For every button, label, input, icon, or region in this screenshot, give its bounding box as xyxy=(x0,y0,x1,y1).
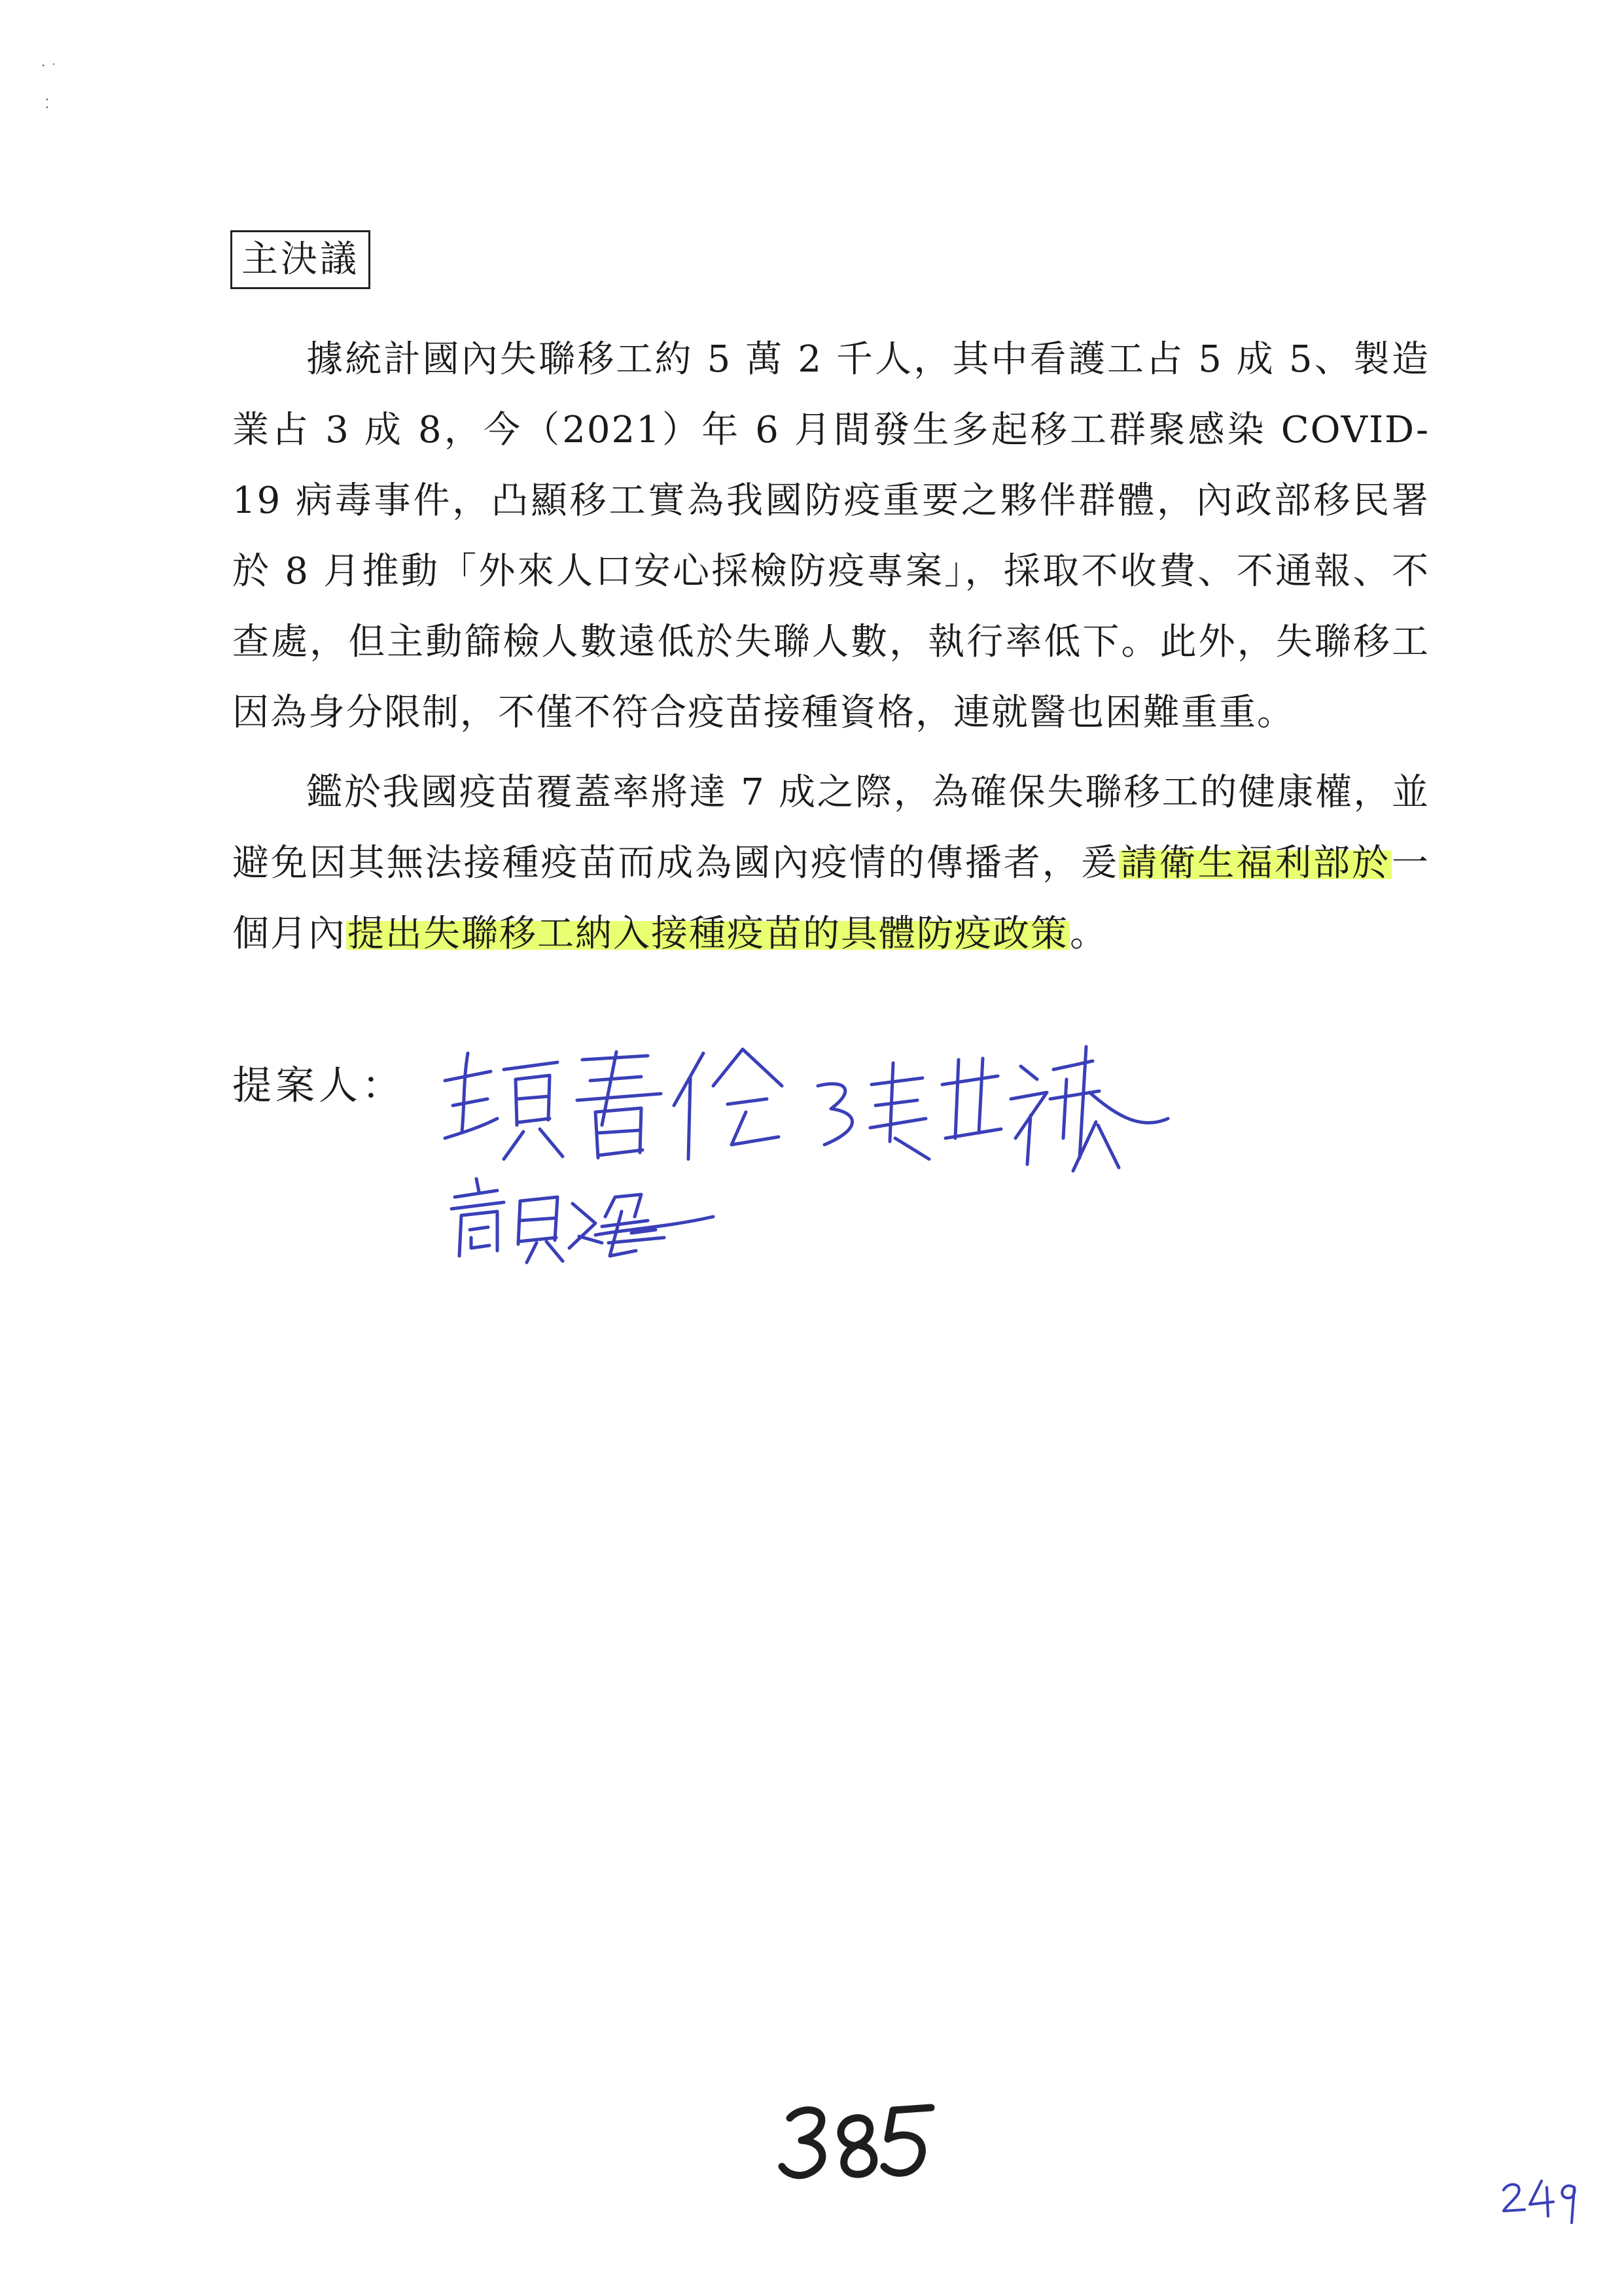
paragraph-statistics xyxy=(232,324,1430,748)
handwritten-corner-number xyxy=(1498,2159,1583,2224)
proposer-label: 提案人： xyxy=(232,1063,405,1109)
paragraph-resolution-text: 鑑於我國疫苗覆蓋率將達 7 成之際，為確保失聯移工的健康權，並避免因其無法接種疫苗而成為國內疫情的傳播者，爰 xyxy=(232,771,1430,884)
paragraph-resolution-text: 。 xyxy=(1070,913,1108,955)
paragraph-resolution-text: 一個月內 xyxy=(232,842,1430,955)
highlighted-text: 請衛生福利部於 xyxy=(1120,842,1391,884)
resolution-heading: 主決議 xyxy=(230,230,370,289)
signature-3 xyxy=(451,1179,713,1262)
paragraph-statistics-text: 據統計國內失聯移工約 5 萬 2 千人，其中看護工占 5 成 5、製造業占 3 成 8，今（2021）年 6 月間發生多起移工群聚感染 COVID-19 病毒事件，凸顯移工實為我國防疫重要之夥伴群體，內政部移民署於 8 月推動「外來人口安心採檢防疫專案」，採取不收費、不通報、不查處，但主動篩檢人數遠低於失聯人數，執行率低下。此外，失聯移工因為身分限制，不僅不符合疫苗接種資格，連就醫也困難重重。 xyxy=(232,338,1430,734)
signature-1 xyxy=(445,1049,782,1159)
scan-specks xyxy=(39,59,65,124)
highlighted-text: 提出失聯移工納入接種疫苗的具體防疫政策 xyxy=(347,913,1068,955)
handwritten-page-number xyxy=(775,2093,939,2191)
signature-2 xyxy=(818,1047,1168,1171)
paragraph-resolution xyxy=(232,757,1430,969)
handwritten-signatures xyxy=(406,1007,1178,1282)
